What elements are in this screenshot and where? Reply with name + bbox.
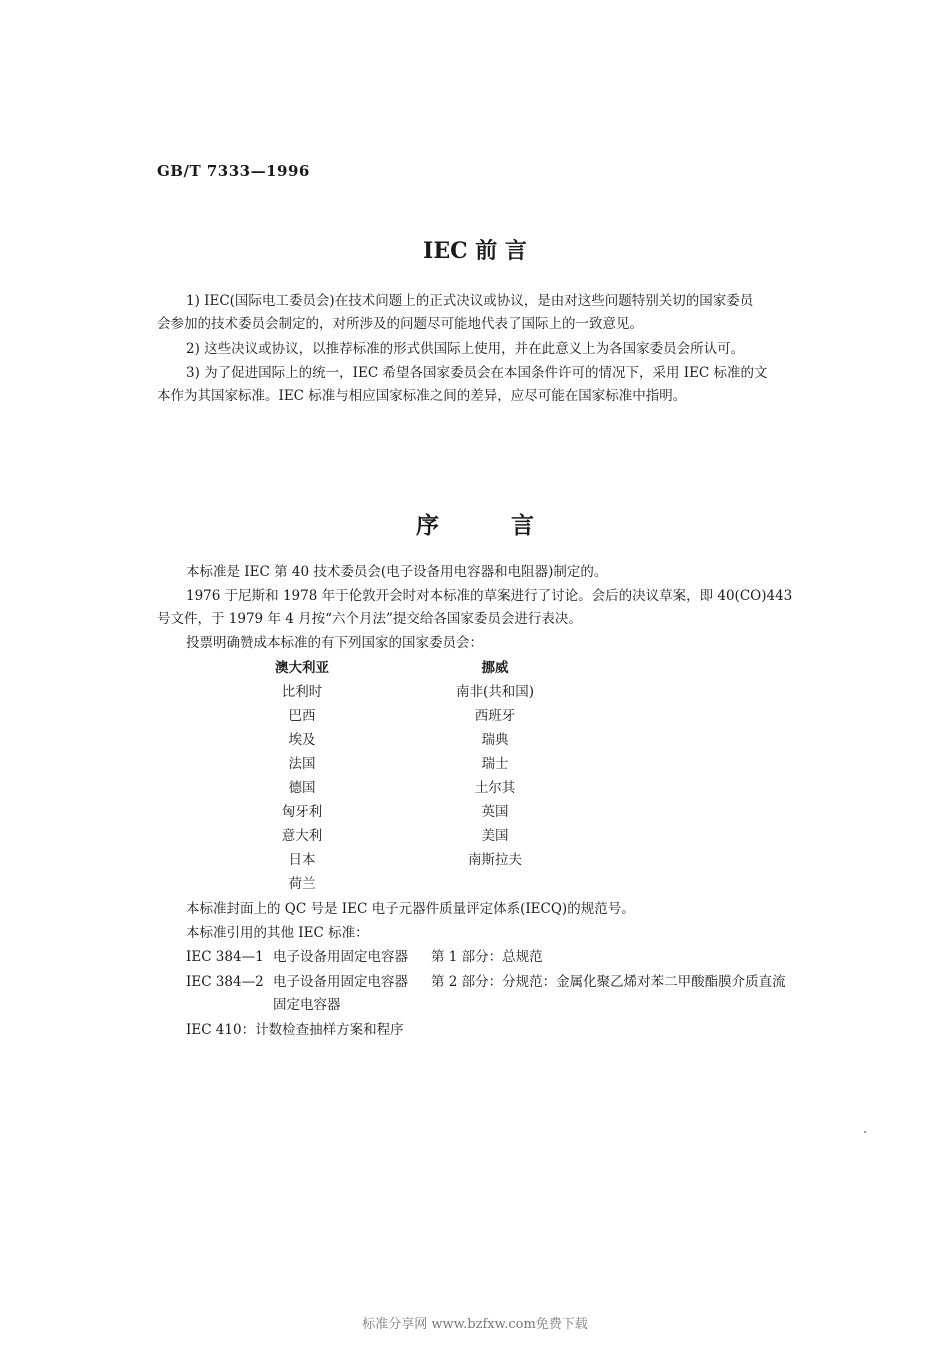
iec-foreword-item-3: 3) 为了促进国际上的统一，IEC 希望各国家委员会在本国条件许可的情况下，采用 IEC 标准的文 [186, 365, 768, 381]
country-left: 比利时 [281, 684, 323, 700]
country-right: 土尔其 [474, 780, 516, 796]
ref-title-cont: 固定电容器 [273, 997, 341, 1013]
country-right: 英国 [481, 804, 509, 820]
preface-para-3: 投票明确赞成本标准的有下列国家的国家委员会： [186, 635, 483, 651]
preface-para-1: 本标准是 IEC 第 40 技术委员会(电子设备用电容器和电阻器)制定的。 [186, 564, 608, 580]
iec-foreword-item-1: 1) IEC(国际电工委员会)在技术问题上的正式决议或协议，是由对这些问题特别关切的国家委员 [186, 293, 754, 309]
ref-part: 第 2 部分：分规范：金属化聚乙烯对苯二甲酸酯膜介质直流 [431, 974, 786, 990]
preface-title [0, 507, 950, 540]
iec-foreword-item-1-cont: 会参加的技术委员会制定的，对所涉及的问题尽可能地代表了国际上的一致意见。 [157, 316, 643, 332]
preface-para-5: 本标准引用的其他 IEC 标准： [186, 925, 369, 941]
footer-watermark: 标准分享网 www.bzfxw.com免费下载 [362, 1317, 588, 1332]
country-right: 挪威 [481, 660, 509, 676]
preface-title-char-2: 言 [511, 512, 534, 539]
country-left: 埃及 [288, 732, 316, 748]
ref-code: IEC 384—1 [186, 949, 264, 965]
scan-speck [864, 1131, 866, 1133]
preface-title-char-1: 序 [416, 512, 439, 539]
ref-line-3: IEC 410：计数检查抽样方案和程序 [186, 1022, 404, 1038]
ref-code: IEC 384—2 [186, 974, 264, 990]
iec-foreword-title: IEC 前 言 [423, 238, 527, 264]
country-left: 荷兰 [288, 876, 316, 892]
ref-title: 电子设备用固定电容器 [273, 974, 408, 990]
country-right: 瑞士 [481, 756, 509, 772]
preface-para-4: 本标准封面上的 QC 号是 IEC 电子元器件质量评定体系(IECQ)的规范号。 [186, 901, 635, 917]
country-right: 美国 [481, 828, 509, 844]
country-left: 法国 [288, 756, 316, 772]
country-left: 匈牙利 [281, 804, 323, 820]
country-left: 德国 [288, 780, 316, 796]
country-right: 瑞典 [481, 732, 509, 748]
country-right: 南斯拉夫 [468, 852, 522, 868]
country-left: 意大利 [281, 828, 323, 844]
country-right: 南非(共和国) [455, 684, 535, 700]
standard-number: GB/T 7333—1996 [157, 162, 310, 180]
country-left: 巴西 [288, 708, 316, 724]
preface-para-2-cont: 号文件，于 1979 年 4 月按“六个月法”提交给各国家委员会进行表决。 [157, 611, 582, 627]
preface-para-2: 1976 于尼斯和 1978 年于伦敦开会时对本标准的草案进行了讨论。会后的决议草案，即 40(CO)443 [186, 588, 793, 604]
country-left: 澳大利亚 [275, 660, 329, 676]
ref-title: 电子设备用固定电容器 [273, 949, 408, 965]
ref-part: 第 1 部分：总规范 [431, 949, 543, 965]
iec-foreword-item-3-cont: 本作为其国家标准。IEC 标准与相应国家标准之间的差异，应尽可能在国家标准中指明。 [157, 388, 687, 404]
iec-foreword-item-2: 2) 这些决议或协议，以推荐标准的形式供国际上使用，并在此意义上为各国家委员会所认可。 [186, 341, 745, 357]
country-right: 西班牙 [474, 708, 516, 724]
country-left: 日本 [288, 852, 316, 868]
